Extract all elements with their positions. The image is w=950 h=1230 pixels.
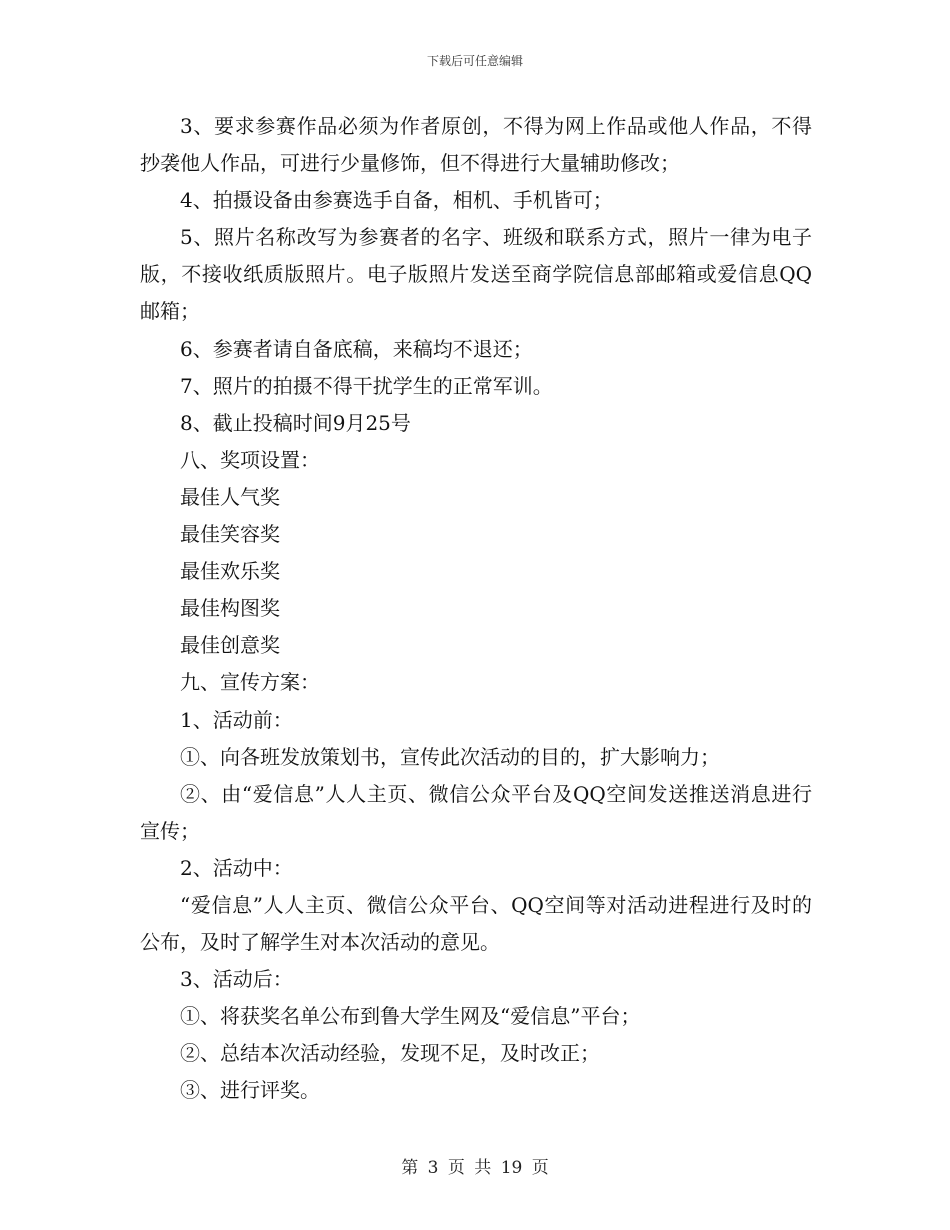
award-item: 最佳创意奖 [180, 633, 280, 658]
paragraph-rule-5: 5、照片名称改写为参赛者的名字、班级和联系方式，照片一律为电子版，不接收纸质版照片。电子版照片发送至商学院信息部邮箱或爱信息QQ邮箱； [140, 225, 812, 324]
subheading-during-activity: 2、活动中： [180, 855, 293, 880]
page-number-footer: 第 3 页 共 19 页 [401, 1158, 549, 1178]
paragraph-during-activity: “爱信息”人人主页、微信公众平台、QQ空间等对活动进程进行及时的公布，及时了解学生对本次活动的意见。 [140, 892, 812, 955]
page-header-note: 下载后可任意编辑 [426, 54, 523, 68]
subheading-before-activity: 1、活动前： [180, 707, 293, 732]
award-item: 最佳人气奖 [180, 484, 280, 509]
list-item: ②、总结本次活动经验，发现不足，及时改正； [180, 1041, 600, 1066]
list-item: ①、向各班发放策划书，宣传此次活动的目的，扩大影响力； [180, 744, 720, 769]
award-item: 最佳构图奖 [180, 596, 280, 621]
list-item: ①、将获奖名单公布到鲁大学生网及“爱信息”平台； [180, 1004, 641, 1029]
paragraph-rule-3: 3、要求参赛作品必须为作者原创，不得为网上作品或他人作品，不得抄袭他人作品，可进行少量修饰，但不得进行大量辅助修改； [140, 114, 812, 176]
list-item: ②、由“爱信息”人人主页、微信公众平台及QQ空间发送推送消息进行宣传； [140, 781, 812, 843]
paragraph-rule-6: 6、参赛者请自备底稿，来稿均不退还； [180, 336, 533, 361]
award-item: 最佳笑容奖 [180, 522, 280, 547]
subheading-after-activity: 3、活动后： [180, 967, 293, 992]
paragraph-rule-4: 4、拍摄设备由参赛选手自备，相机、手机皆可； [180, 188, 613, 213]
list-item: ③、进行评奖。 [180, 1078, 320, 1103]
document-body [140, 108, 812, 1110]
paragraph-rule-7: 7、照片的拍摄不得干扰学生的正常军训。 [180, 373, 553, 398]
section-heading-promotion: 九、宣传方案： [180, 670, 320, 695]
award-item: 最佳欢乐奖 [180, 559, 280, 584]
section-heading-awards: 八、奖项设置： [180, 447, 320, 472]
paragraph-rule-8: 8、截止投稿时间9月25号 [180, 410, 411, 435]
